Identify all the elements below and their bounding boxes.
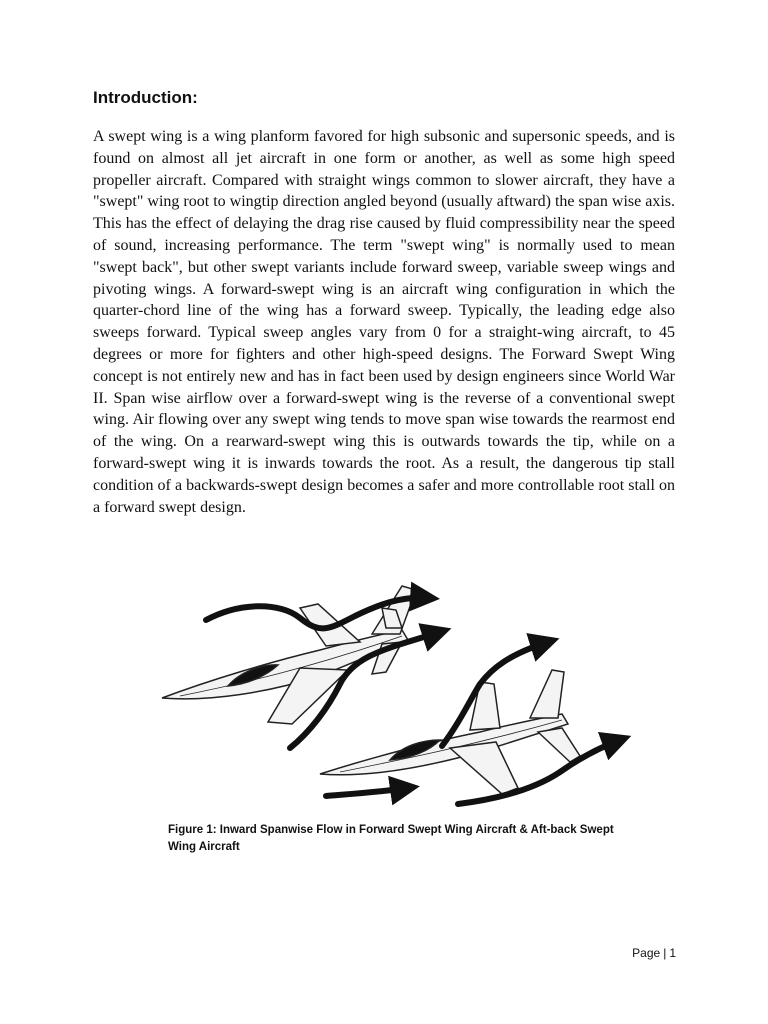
figure-caption: Figure 1: Inward Spanwise Flow in Forward Swept Wing Aircraft & Aft-back Swept Wing Aircraft	[168, 824, 614, 853]
page-separator: |	[663, 946, 667, 960]
page-label: Page	[632, 946, 661, 960]
body-paragraph: A swept wing is a wing planform favored for high subsonic and supersonic speeds, and is found on almost all jet aircraft in one form or another, as well as some high speed propeller aircraft. Compared with straight wings common to slower aircraft, they have a "swept" wing root to wingtip direction angled beyond (usually aftward) the span wise axis. This has the effect of delaying the drag rise caused by fluid compressibility near the speed of sound, increasing performance. The term "swept wing" is normally used to mean "swept back", but other swept variants include forward sweep, variable sweep wings and pivoting wings. A forward-swept wing is an aircraft wing configuration in which the quarter-chord line of the wing has a forward sweep. Typically, the leading edge also sweeps forward. Typical sweep angles vary from 0 for a straight-wing aircraft, to 45 degrees or more for fighters and other high-speed designs. The Forward Swept Wing concept is not entirely new and has in fact been used by design engineers since World War II. Span wise airflow over a forward-swept wing is the reverse of a conventional swept wing. Air flowing over any swept wing tends to move span wise towards the rearmost end of the wing. On a rearward-swept wing this is outwards towards the tip, while on a forward-swept wing it is inwards towards the root. As a result, the dangerous tip stall condition of a backwards-swept design becomes a safer and more controllable root stall on a forward swept design.	[93, 128, 675, 516]
page-number: 1	[669, 946, 676, 960]
section-heading: Introduction:	[93, 88, 198, 107]
page-footer	[632, 946, 676, 960]
figure-swept-wing-aircraft	[150, 572, 640, 812]
